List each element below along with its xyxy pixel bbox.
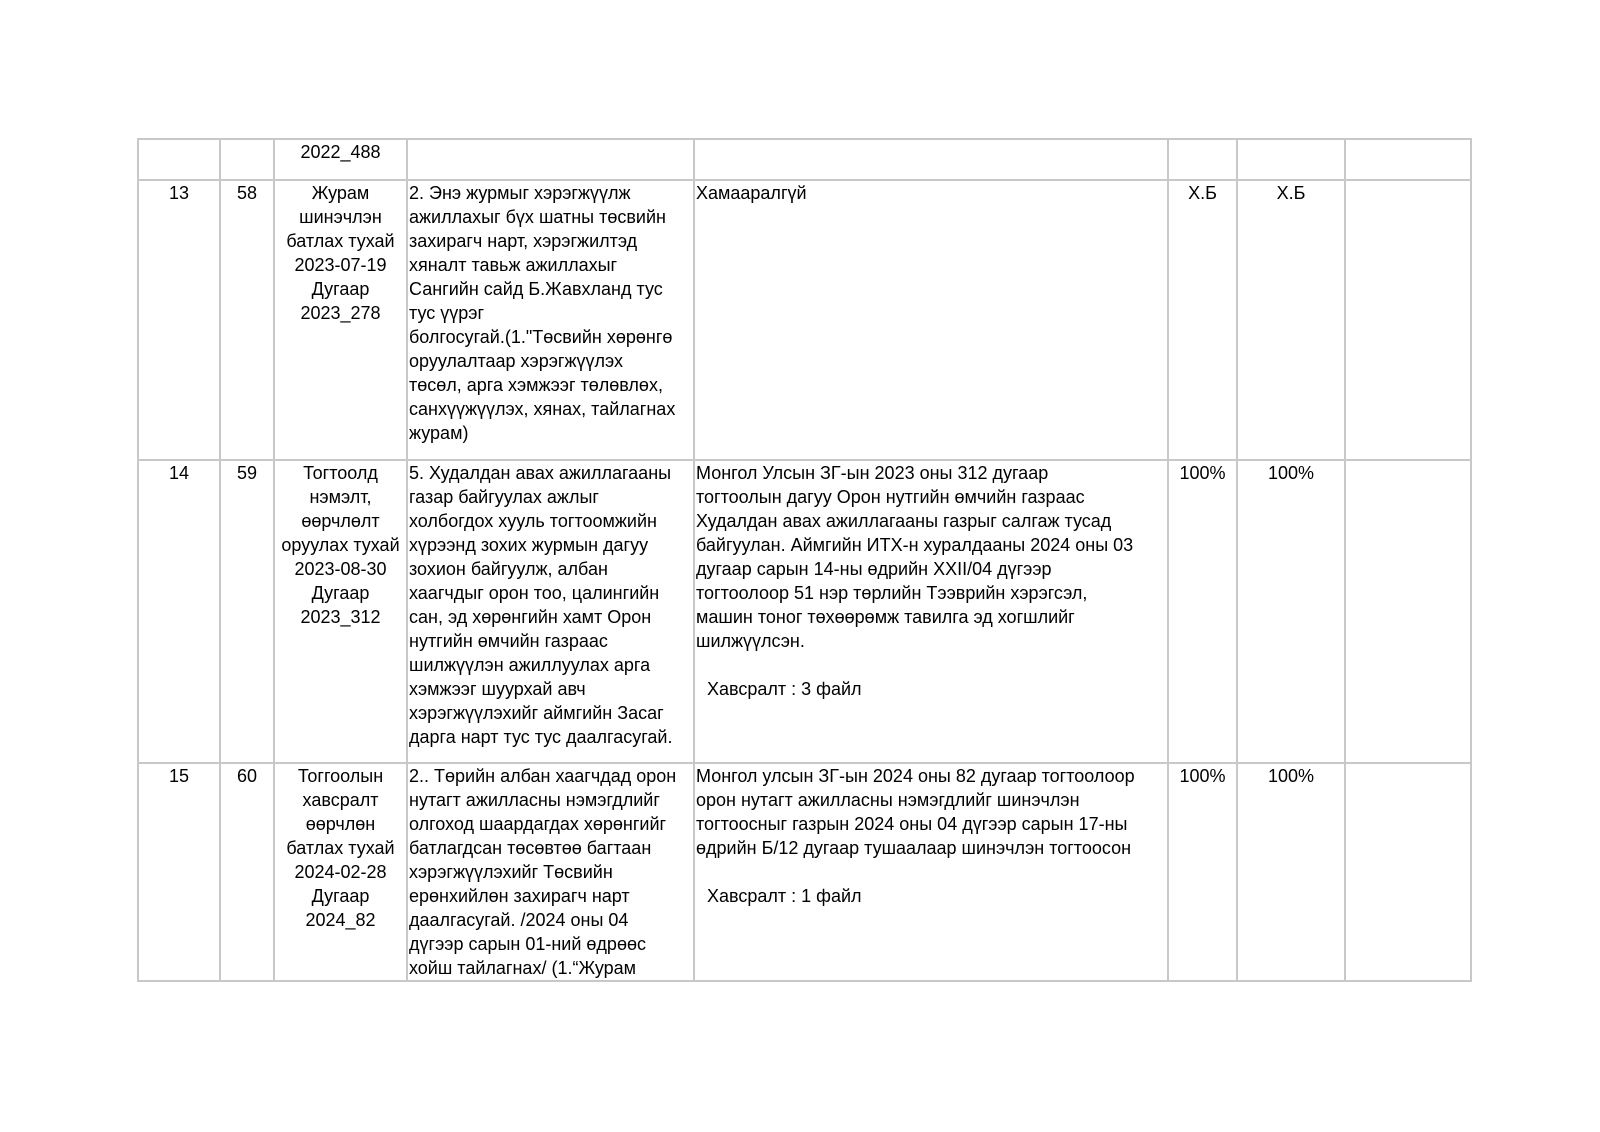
text-line: шилжүүлсэн.	[696, 631, 805, 651]
text-line: орон нутагт ажилласны нэмэгдлийг шинэчлэн	[696, 790, 1080, 810]
text-line: оруулах тухай	[281, 535, 400, 555]
text-line: сан, эд хөрөнгийн хамт Орон	[409, 607, 652, 627]
text-line: машин тоног төхөөрөмж тавилга эд хогшлийг	[696, 607, 1075, 627]
text-line: хавсралт	[302, 790, 379, 810]
text-line: 2024-02-28	[294, 862, 387, 882]
table-row	[138, 139, 1471, 180]
empty-cell	[1345, 139, 1471, 180]
text-line: Журам	[311, 183, 370, 203]
table-row	[138, 763, 1471, 981]
text-line: оруулалтаар хэрэгжүүлэх	[409, 351, 623, 371]
task-text	[407, 180, 694, 460]
text-line: хэмжээг шуурхай авч	[409, 679, 586, 699]
text-line: холбогдох хууль тогтоомжийн	[409, 511, 657, 531]
text-line: хаагчдыг орон тоо, цалингийн	[409, 583, 660, 603]
text-line: 2023_278	[300, 303, 381, 323]
text-line: хэрэгжүүлэхийг аймгийн Засаг	[409, 703, 664, 723]
text-line: захирагч нарт, хэрэгжилтэд	[409, 231, 638, 251]
text-line: өөрчлөлт	[301, 511, 380, 531]
task-text	[407, 460, 694, 763]
text-line: Монгол улсын ЗГ-ын 2024 оны 82 дугаар тогтоолоор	[696, 766, 1135, 786]
task-text	[407, 763, 694, 981]
decision-title	[274, 763, 407, 981]
sub-number: 60	[220, 763, 274, 981]
decision-title	[274, 180, 407, 460]
table-row	[138, 180, 1471, 460]
text-line: Хамааралгүй	[696, 183, 807, 203]
text-line: 5. Худалдан авах ажиллагааны	[409, 463, 672, 483]
text-line: Сангийн сайд Б.Жавхланд тус	[409, 279, 663, 299]
text-line: төсөл, арга хэмжээг төлөвлөх,	[409, 375, 663, 395]
result-lines	[696, 461, 1166, 653]
text-line: даалгасугай. /2024 оны 04	[409, 910, 629, 930]
empty-cell	[1345, 180, 1471, 460]
result-text	[694, 763, 1168, 981]
text-line: олгоход шаардагдах хөрөнгийг	[409, 814, 667, 834]
text-line: хүрээнд зохих журмын дагуу	[409, 535, 649, 555]
empty-cell	[1345, 460, 1471, 763]
text-line: Тогтоолд	[303, 463, 378, 483]
text-line: Худалдан авах ажиллагааны газрыг салгаж тусад	[696, 511, 1112, 531]
task-text	[407, 139, 694, 180]
text-line: тогтоолын дагуу Орон нутгийн өмчийн газраас	[696, 487, 1085, 507]
text-line: санхүүжүүлэх, хянах, тайлагнах	[409, 399, 676, 419]
attachment-label: Хавсралт : 3 файл	[707, 679, 862, 699]
text-line: шилжүүлэн ажиллуулах арга	[409, 655, 651, 675]
result-text	[694, 139, 1168, 180]
text-line: 2023_312	[300, 607, 381, 627]
text-line: ерөнхийлөн захирагч нарт	[409, 886, 630, 906]
text-line: болгосугай.(1."Төсвийн хөрөнгө	[409, 327, 673, 347]
text-line: 2023-08-30	[294, 559, 387, 579]
row-number: 15	[138, 763, 220, 981]
row-number	[138, 139, 220, 180]
percent-1: Х.Б	[1168, 180, 1237, 460]
attachment-label: Хавсралт : 1 файл	[707, 886, 862, 906]
text-line: нутагт ажилласны нэмэгдлийг	[409, 790, 660, 810]
table-body	[138, 139, 1471, 981]
text-line: нэмэлт,	[309, 487, 372, 507]
text-line: байгуулан. Аймгийн ИТХ-н хуралдааны 2024 оны 03	[696, 535, 1134, 555]
text-line: ажиллахыг бүх шатны төсвийн	[409, 207, 666, 227]
text-line: хэрэгжүүлэхийг Төсвийн	[409, 862, 613, 882]
text-line: дугаар сарын 14-ны өдрийн XXII/04 дүгээр	[696, 559, 1052, 579]
text-line: тогтоолоор 51 нэр төрлийн Тээврийн хэрэгсэл,	[696, 583, 1088, 603]
text-line: батлагдсан төсөвтөө багтаан	[409, 838, 652, 858]
percent-2	[1237, 139, 1345, 180]
row-number: 13	[138, 180, 220, 460]
sub-number	[220, 139, 274, 180]
decision-title	[274, 460, 407, 763]
text-line: өдрийн Б/12 дугаар тушаалаар шинэчлэн тогтоосон	[696, 838, 1132, 858]
text-line: тогтоосныг газрын 2024 оны 04 дүгээр сарын 17-ны	[696, 814, 1128, 834]
text-line: батлах тухай	[286, 838, 395, 858]
percent-2: 100%	[1237, 763, 1345, 981]
decision-title	[274, 139, 407, 180]
percent-1: 100%	[1168, 460, 1237, 763]
result-lines	[696, 764, 1166, 860]
text-line: Дугаар	[311, 583, 370, 603]
text-line: хойш тайлагнах/ (1.“Журам	[409, 958, 637, 978]
text-line: тус үүрэг	[409, 303, 485, 323]
empty-cell	[1345, 763, 1471, 981]
text-line: журам)	[409, 423, 469, 443]
text-line: Тоггоолын	[297, 766, 384, 786]
text-line: Монгол Улсын ЗГ-ын 2023 оны 312 дугаар	[696, 463, 1049, 483]
text-line: зохион байгуулж, албан	[409, 559, 608, 579]
text-line: дарга нарт тус тус даалгасугай.	[409, 727, 673, 747]
text-line: өөрчлөн	[305, 814, 376, 834]
percent-2: Х.Б	[1237, 180, 1345, 460]
percent-1	[1168, 139, 1237, 180]
sub-number: 58	[220, 180, 274, 460]
text-line: 2023-07-19	[294, 255, 387, 275]
text-line: Дугаар	[311, 279, 370, 299]
text-line: газар байгуулах ажлыг	[409, 487, 599, 507]
sub-number: 59	[220, 460, 274, 763]
text-line: нутгийн өмчийн газраас	[409, 631, 608, 651]
text-line: Дугаар	[311, 886, 370, 906]
percent-1: 100%	[1168, 763, 1237, 981]
table-row	[138, 460, 1471, 763]
text-line: дүгээр сарын 01-ний өдрөөс	[409, 934, 646, 954]
row-number: 14	[138, 460, 220, 763]
text-line: батлах тухай	[286, 231, 395, 251]
result-text	[694, 180, 1168, 460]
text-line: хяналт тавьж ажиллахыг	[409, 255, 618, 275]
text-line: шинэчлэн	[299, 207, 382, 227]
text-line: 2.. Төрийн албан хаагчдад орон	[409, 766, 677, 786]
percent-2: 100%	[1237, 460, 1345, 763]
text-line: 2022_488	[300, 142, 381, 162]
text-line: 2. Энэ журмыг хэрэгжүүлж	[409, 183, 631, 203]
text-line: 2024_82	[305, 910, 376, 930]
result-text	[694, 460, 1168, 763]
report-table	[137, 138, 1472, 982]
